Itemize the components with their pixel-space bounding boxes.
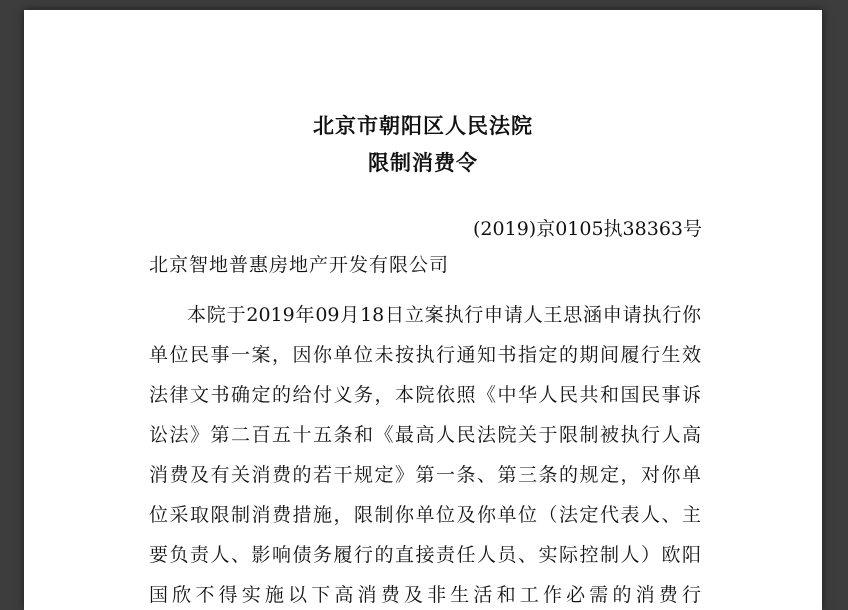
- body-line: 法律文书确定的给付义务，本院依照《中华人民共和国民事诉: [149, 384, 701, 406]
- court-name: 北京市朝阳区人民法院: [313, 113, 533, 138]
- body-line: 要负责人、影响债务履行的直接责任人员、实际控制人）欧阳: [149, 544, 701, 566]
- addressee: 北京智地普惠房地产开发有限公司: [149, 254, 450, 276]
- body-line: 消费及有关消费的若干规定》第一条、第三条的规定，对你单: [149, 464, 701, 486]
- case-number: (2019)京0105执38363号: [473, 218, 702, 240]
- document-title: 限制消费令: [368, 150, 478, 175]
- body-line: 国欣不得实施以下高消费及非生活和工作必需的消费行: [149, 584, 701, 606]
- body-line: 讼法》第二百五十五条和《最高人民法院关于限制被执行人高: [149, 424, 701, 446]
- body-line: 本院于2019年09月18日立案执行申请人王思涵申请执行你: [187, 304, 701, 326]
- body-line: 单位民事一案，因你单位未按执行通知书指定的期间履行生效: [149, 344, 701, 366]
- document-page: [24, 10, 822, 610]
- body-line: 位采取限制消费措施，限制你单位及你单位（法定代表人、主: [149, 504, 701, 526]
